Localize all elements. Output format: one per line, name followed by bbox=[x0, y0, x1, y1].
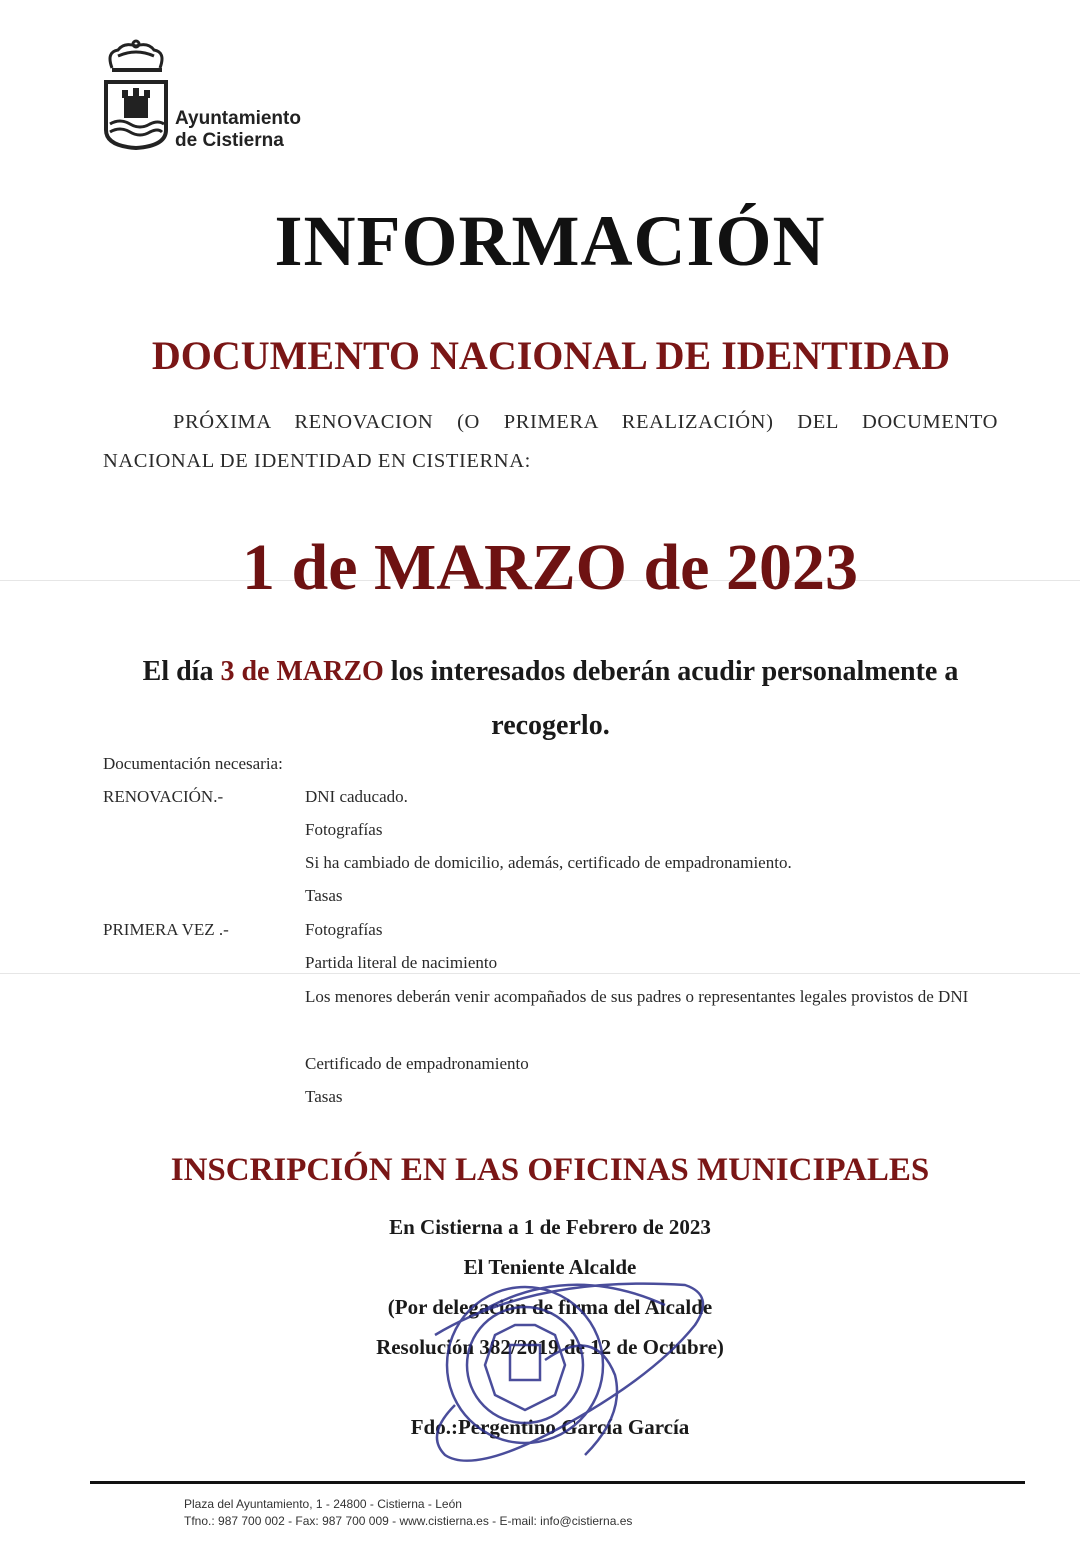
footer bbox=[184, 1496, 632, 1530]
org-line1: Ayuntamiento bbox=[175, 108, 301, 129]
list-item: Fotografías bbox=[305, 920, 383, 939]
list-item: DNI caducado. bbox=[305, 787, 408, 806]
list-item: Tasas bbox=[305, 886, 343, 905]
footer-address: Plaza del Ayuntamiento, 1 - 24800 - Cistierna - León bbox=[184, 1497, 462, 1511]
documentation-label: Documentación necesaria: bbox=[103, 754, 283, 773]
list-item: Tasas bbox=[305, 1087, 343, 1106]
org-line2: de Cistierna bbox=[175, 130, 284, 151]
main-date: 1 de MARZO de 2023 bbox=[242, 531, 858, 604]
pickup-notice bbox=[103, 645, 998, 753]
list-item: Los menores deberán venir acompañados de sus padres o representantes legales provistos de DNI bbox=[305, 987, 969, 1006]
resolution-note: Resolución 382/2019 de 12 de Octubre) bbox=[376, 1335, 724, 1359]
primera-vez-label: PRIMERA VEZ .- bbox=[103, 920, 229, 939]
delegation-note: (Por delegación de firma del Alcalde bbox=[387, 1295, 713, 1319]
list-item: Partida literal de nacimiento bbox=[305, 953, 498, 972]
signer-role: El Teniente Alcalde bbox=[463, 1255, 637, 1279]
footer-divider bbox=[90, 1481, 1025, 1484]
municipal-logo bbox=[100, 38, 340, 153]
page-title: INFORMACIÓN bbox=[274, 201, 826, 281]
pickup-suffix: los interesados deberán acudir personalmente a recogerlo. bbox=[390, 656, 959, 741]
fold-line bbox=[0, 973, 1080, 974]
document-subtitle: DOCUMENTO NACIONAL DE IDENTIDAD bbox=[151, 333, 951, 378]
pickup-date: 3 de MARZO bbox=[220, 656, 384, 687]
renovacion-label: RENOVACIÓN.- bbox=[103, 787, 224, 806]
list-item: Fotografías bbox=[305, 820, 383, 839]
footer-contact: Tfno.: 987 700 002 - Fax: 987 700 009 - www.cistierna.es - E-mail: info@cistierna.es bbox=[184, 1514, 633, 1528]
place-date: En Cistierna a 1 de Febrero de 2023 bbox=[389, 1215, 711, 1239]
coat-of-arms-icon bbox=[100, 38, 172, 150]
list-item: Si ha cambiado de domicilio, además, certificado de empadronamiento. bbox=[305, 853, 792, 872]
signed-by: Fdo.:Pergentino García García bbox=[410, 1415, 690, 1439]
list-item: Certificado de empadronamiento bbox=[305, 1054, 529, 1073]
pickup-prefix: El día bbox=[142, 656, 214, 687]
inscripcion-heading: INSCRIPCIÓN EN LAS OFICINAS MUNICIPALES bbox=[170, 1152, 930, 1188]
intro-paragraph: PRÓXIMA RENOVACION (O PRIMERA REALIZACIÓN) DEL DOCUMENTO NACIONAL DE IDENTIDAD EN CISTIERNA: bbox=[103, 411, 998, 472]
official-stamp-icon bbox=[415, 1265, 725, 1485]
org-name bbox=[175, 108, 301, 152]
